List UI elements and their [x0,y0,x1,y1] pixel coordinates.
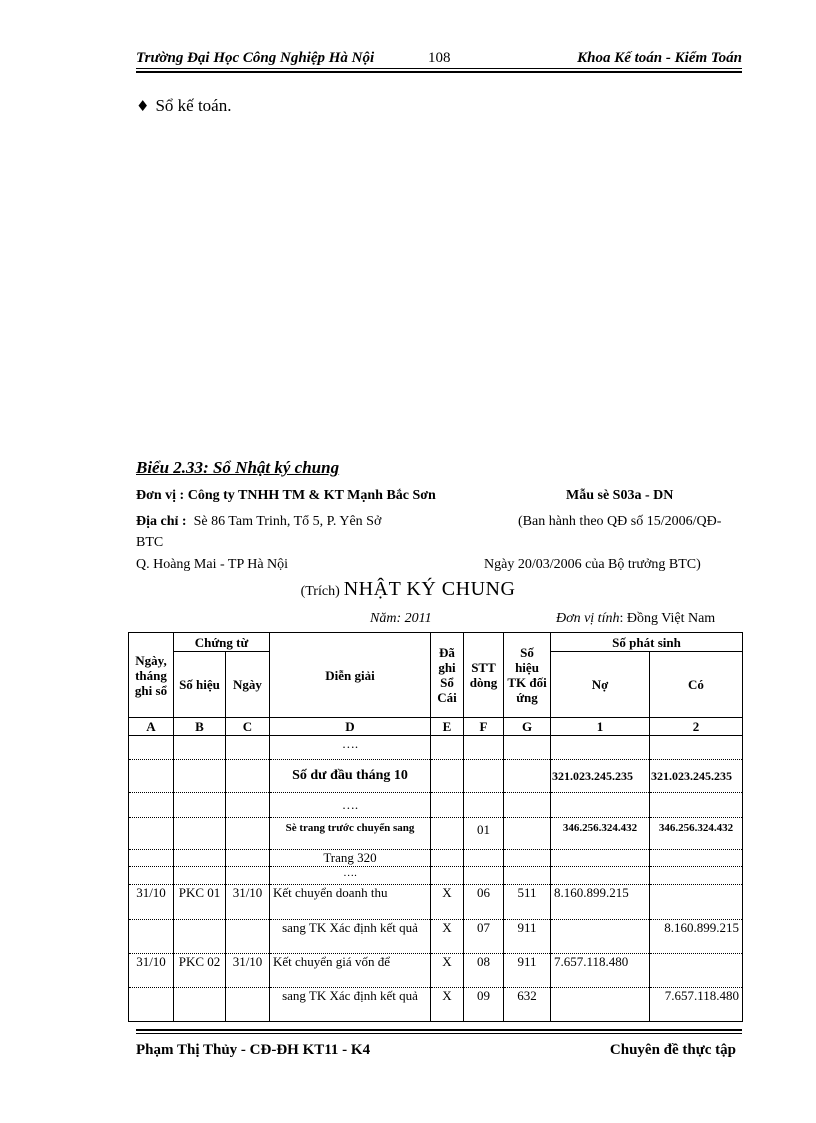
col-header-amount: Số phát sinh [551,633,743,652]
caption-label: Biểu 2.33 [136,458,204,477]
column-letter-row: A B C D E F G 1 2 [129,718,743,736]
page-number: 108 [428,50,451,66]
table-row: 31/10 PKC 02 31/10 Kết chuyển giá vốn để X 08 911 7.657.118.480 [129,954,743,988]
decree-line-1: (Ban hành theo QĐ số 15/2006/QĐ- [518,514,722,529]
company-district: Q. Hoàng Mai - TP Hà Nội [136,557,289,572]
col-header-line-no: STT dòng [464,633,504,718]
form-code: Mẫu sè S03a - DN [566,488,674,503]
page-header [136,48,742,70]
col-header-doc-no: Số hiệu [174,652,226,718]
title-prefix: (Trích) [300,584,340,599]
table-row: Sè trang trước chuyển sang 01 346.256.324.432 346.256.324.432 [129,818,743,850]
footer-doc-type: Chuyên đề thực tập [609,1042,736,1058]
table-row: Số dư đầu tháng 10 321.023.245.235 321.023.245.235 [129,760,743,793]
table-row: …. [129,867,743,885]
col-header-doc-date: Ngày [226,652,270,718]
table-row: 31/10 PKC 01 31/10 Kết chuyển doanh thu X 06 511 8.160.899.215 [129,885,743,920]
table-row: sang TK Xác định kết quả X 09 632 7.657.118.480 [129,988,743,1022]
table-row: Trang 320 [129,850,743,867]
footer-rule [136,1033,742,1034]
footer-rule-thick [136,1029,742,1031]
decree-line-1b: BTC [136,535,164,550]
col-header-description: Diễn giải [270,633,431,718]
figure-caption [136,458,339,478]
section-heading [136,96,231,116]
company-unit: Đơn vị : Công ty TNHH TM & KT Mạnh Bắc Sơn [136,488,436,503]
company-name: Công ty TNHH TM & KT Mạnh Bắc Sơn [187,488,436,503]
col-header-posted: Đã ghi Sổ Cái [431,633,464,718]
faculty-name: Khoa Kế toán - Kiểm Toán [577,50,742,66]
diamond-bullet-icon: ♦ [136,97,150,115]
caption-title: : Sổ Nhật ký chung [203,458,340,477]
page-footer [136,1042,742,1059]
table-row: sang TK Xác định kết quả X 07 911 8.160.899.215 [129,920,743,954]
journal-title [0,578,816,601]
section-title: Sổ kế toán. [155,96,232,115]
decree-line-2: Ngày 20/03/2006 của Bộ trưởng BTC) [484,557,701,572]
col-header-credit: Có [650,652,743,718]
school-name: Trường Đại Học Công Nghiệp Hà Nội [136,50,375,66]
col-header-debit: Nợ [551,652,650,718]
col-header-voucher: Chứng từ [174,633,270,652]
header-rule [136,68,742,69]
unit-of-measure: Đơn vị tính: Đồng Việt Nam [556,611,716,626]
table-row: …. [129,736,743,760]
journal-year: Năm: 2011 [370,611,432,626]
col-header-account: Số hiệu TK đối ứng [504,633,551,718]
footer-author: Phạm Thị Thủy - CĐ-ĐH KT11 - K4 [136,1042,371,1058]
table-row: …. [129,793,743,818]
company-address: Địa chỉ : Sè 86 Tam Trinh, Tổ 5, P. Yên Sở [136,514,382,529]
col-header-date: Ngày, tháng ghi sổ [129,633,174,718]
title-main: NHẬT KÝ CHUNG [343,578,516,600]
journal-table [128,632,743,1022]
header-rule-thick [136,71,742,73]
